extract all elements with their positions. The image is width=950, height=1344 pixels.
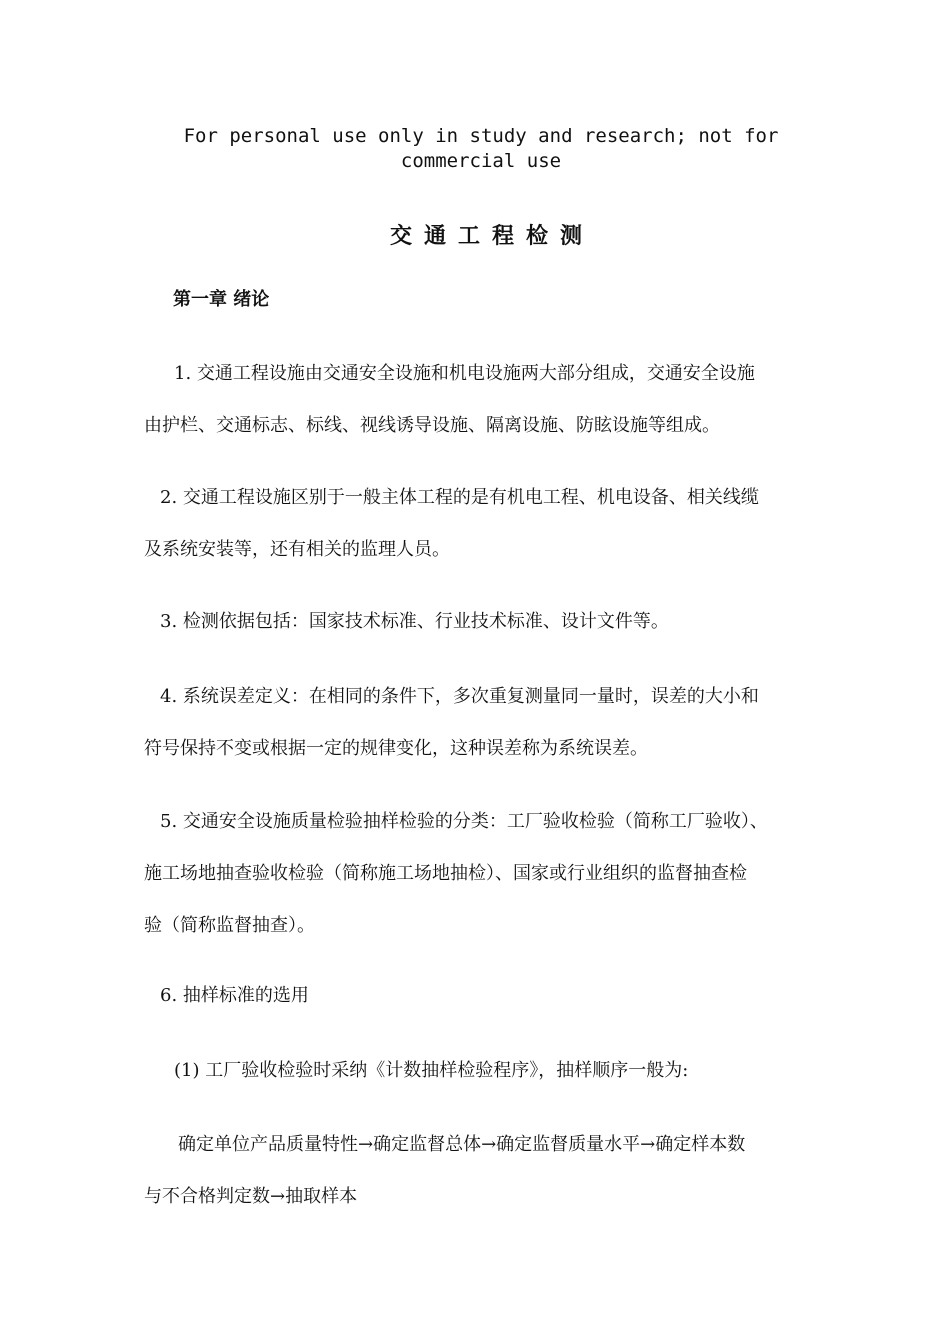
paragraph-1-line-2: 由护栏、交通标志、标线、视线诱导设施、隔离设施、防眩设施等组成。	[144, 415, 720, 436]
paragraph-6-line-1: 6. 抽样标准的选用	[160, 985, 309, 1006]
paragraph-1-line-1: 1. 交通工程设施由交通安全设施和机电设施两大部分组成，交通安全设施	[174, 363, 755, 384]
paragraph-2-line-2: 及系统安装等，还有相关的监理人员。	[144, 539, 450, 560]
paragraph-5-line-2: 施工场地抽查验收检验（简称施工场地抽检）、国家或行业组织的监督抽查检	[144, 863, 747, 884]
paragraph-8	[144, 1119, 824, 1223]
paragraph-5-line-1: 5. 交通安全设施质量检验抽样检验的分类：工厂验收检验（简称工厂验收）、	[160, 811, 768, 832]
paragraph-8-line-2: 与不合格判定数→抽取样本	[144, 1186, 358, 1207]
paragraph-4	[144, 671, 824, 775]
paragraph-7	[144, 1045, 824, 1097]
disclaimer-text	[150, 124, 812, 174]
disclaimer-line-2: commercial use	[400, 150, 562, 172]
paragraph-7-line-1: (1) 工厂验收检验时采纳《计数抽样检验程序》，抽样顺序一般为:	[174, 1060, 689, 1081]
paragraph-8-line-1: 确定单位产品质量特性→确定监督总体→确定监督质量水平→确定样本数	[178, 1134, 746, 1155]
document-title: 交通工程检测	[389, 224, 594, 249]
paragraph-2	[144, 472, 824, 576]
paragraph-5	[144, 796, 824, 952]
paragraph-4-line-1: 4. 系统误差定义：在相同的条件下，多次重复测量同一量时，误差的大小和	[160, 686, 759, 707]
disclaimer-line-1: For personal use only in study and research; not for	[183, 125, 779, 147]
chapter-heading: 第一章 绪论	[173, 289, 270, 310]
paragraph-5-line-3: 验（简称监督抽查）。	[144, 915, 315, 936]
paragraph-3	[144, 596, 824, 648]
paragraph-2-line-1: 2. 交通工程设施区别于一般主体工程的是有机电工程、机电设备、相关线缆	[160, 487, 759, 508]
paragraph-6	[144, 970, 824, 1022]
paragraph-3-line-1: 3. 检测依据包括：国家技术标准、行业技术标准、设计文件等。	[160, 611, 669, 632]
paragraph-1	[144, 348, 824, 452]
paragraph-4-line-2: 符号保持不变或根据一定的规律变化，这种误差称为系统误差。	[144, 738, 648, 759]
